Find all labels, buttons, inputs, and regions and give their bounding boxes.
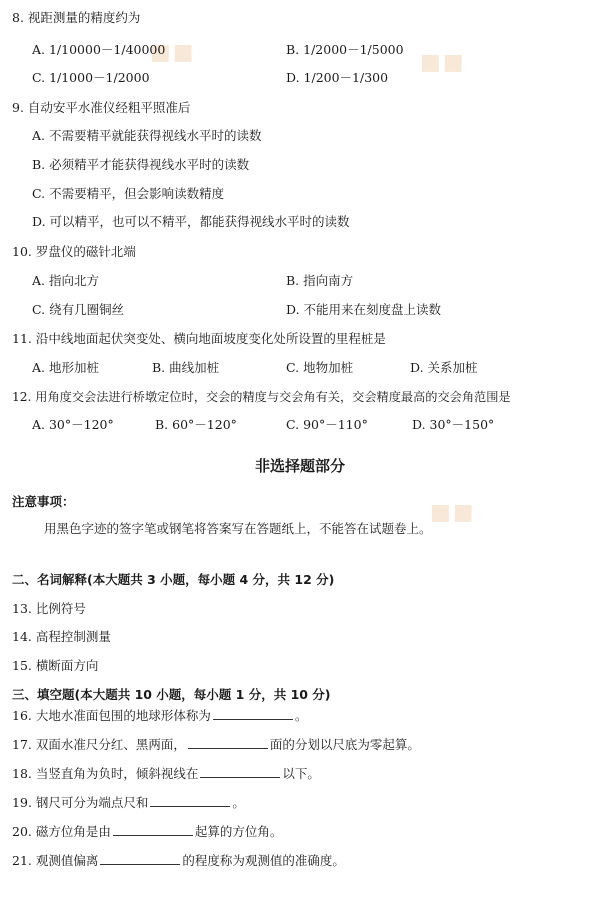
q11-option-d: D. 关系加桩: [410, 360, 478, 375]
q11-option-b: B. 曲线加桩: [152, 360, 220, 375]
q9-option-a: A. 不需要精平就能获得视线水平时的读数: [32, 128, 262, 143]
q12-option-c: C. 90°－110°: [286, 417, 368, 432]
q12-option-d: D. 30°－150°: [412, 417, 495, 432]
watermark: ■■: [430, 500, 476, 525]
q17-answer-blank[interactable]: [188, 736, 268, 749]
q21-answer-blank[interactable]: [100, 852, 180, 865]
q8-option-d: D. 1/200－1/300: [286, 70, 389, 85]
q20-text: 20. 磁方位角是由: [12, 824, 111, 839]
q17-text-end: 面的分划以尺底为零起算。: [269, 737, 420, 752]
question-11-stem: 11. 沿中线地面起伏突变处、横向地面坡度变化处所设置的里程桩是: [12, 331, 386, 346]
q19-text: 19. 钢尺可分为端点尺和: [12, 795, 149, 810]
watermark: ■■: [150, 40, 196, 65]
q16-text: 16. 大地水准面包围的地球形体称为: [12, 708, 211, 723]
question-18: [12, 765, 320, 782]
question-13: 13. 比例符号: [12, 601, 86, 616]
q10-option-b: B. 指向南方: [286, 273, 354, 288]
question-16: [12, 707, 307, 724]
q12-option-b: B. 60°－120°: [155, 417, 237, 432]
question-14: 14. 高程控制测量: [12, 629, 111, 644]
q8-option-a: A. 1/10000－1/40000: [32, 42, 166, 57]
q8-option-b: B. 1/2000－1/5000: [286, 42, 404, 57]
question-17: [12, 736, 420, 753]
q10-option-c: C. 绕有几圈铜丝: [32, 302, 125, 317]
question-9-stem: 9. 自动安平水准仪经粗平照准后: [12, 100, 191, 115]
q19-text-end: 。: [232, 795, 245, 810]
question-15: 15. 横断面方向: [12, 658, 99, 673]
q16-answer-blank[interactable]: [213, 707, 293, 720]
q19-answer-blank[interactable]: [150, 794, 230, 807]
q9-option-c: C. 不需要精平，但会影响读数精度: [32, 186, 225, 201]
q10-option-a: A. 指向北方: [32, 273, 99, 288]
q18-text-end: 以下。: [282, 766, 320, 781]
question-12-stem: 12. 用角度交会法进行桥墩定位时，交会的精度与交会角有关，交会精度最高的交会角范围是: [12, 390, 511, 404]
q20-answer-blank[interactable]: [113, 823, 193, 836]
question-20: [12, 823, 282, 840]
q16-text-end: 。: [294, 708, 308, 723]
q9-option-d: D. 可以精平，也可以不精平，都能获得视线水平时的读数: [32, 214, 350, 229]
question-21: [12, 852, 345, 869]
notice-text: 用黑色字迹的签字笔或钢笔将答案写在答题纸上，不能答在试题卷上。: [44, 521, 432, 536]
q10-option-d: D. 不能用来在刻度盘上读数: [286, 302, 442, 317]
q8-option-c: C. 1/1000－1/2000: [32, 70, 150, 85]
question-8-stem: 8. 视距测量的精度约为: [12, 10, 141, 25]
q20-text-end: 起算的方位角。: [194, 824, 283, 839]
question-10-stem: 10. 罗盘仪的磁针北端: [12, 244, 136, 259]
question-19: [12, 794, 245, 811]
q17-text: 17. 双面水准尺分红、黑两面，: [12, 737, 186, 752]
part-title: 非选择题部分: [254, 457, 345, 475]
watermark: ■■: [420, 50, 466, 75]
q18-text: 18. 当竖直角为负时，倾斜视线在: [12, 766, 199, 781]
q11-option-a: A. 地形加桩: [32, 360, 99, 375]
q12-option-a: A. 30°－120°: [32, 417, 114, 432]
q18-answer-blank[interactable]: [200, 765, 280, 778]
q9-option-b: B. 必须精平才能获得视线水平时的读数: [32, 157, 250, 172]
section-2-heading: 二、名词解释(本大题共 3 小题，每小题 4 分，共 12 分): [12, 572, 335, 587]
section-3-heading: 三、填空题(本大题共 10 小题，每小题 1 分，共 10 分): [12, 687, 331, 702]
q21-text-end: 的程度称为观测值的准确度。: [182, 853, 345, 868]
q21-text: 21. 观测值偏离: [12, 853, 99, 868]
notice-heading: 注意事项：: [12, 494, 75, 509]
q11-option-c: C. 地物加桩: [286, 360, 354, 375]
